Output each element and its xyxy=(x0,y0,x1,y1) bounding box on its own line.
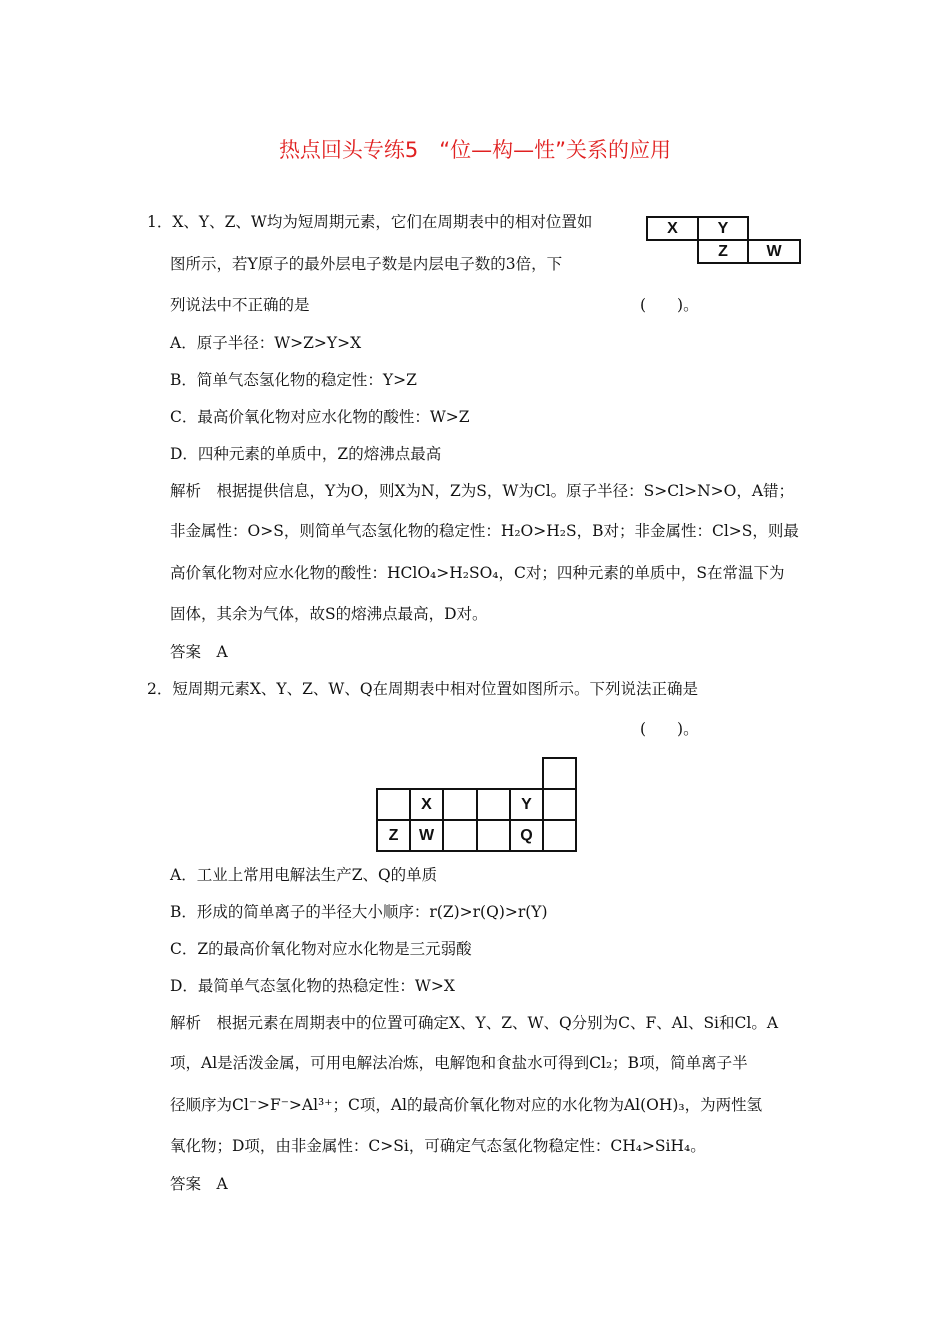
q1-option-c: C．最高价氧化物对应水化物的酸性：W>Z xyxy=(170,408,470,426)
q2-cell-q: Q xyxy=(509,819,544,852)
q2-cell-empty xyxy=(442,819,478,852)
q2-analysis-line1: 解析 根据元素在周期表中的位置可确定X、Y、Z、W、Q分别为C、F、Al、Si和Cl。A xyxy=(170,1014,779,1032)
q2-option-a: A．工业上常用电解法生产Z、Q的单质 xyxy=(170,866,438,884)
q1-stem-line1: 1．X、Y、Z、W均为短周期元素，它们在周期表中的相对位置如 xyxy=(147,213,593,231)
q1-option-d: D．四种元素的单质中，Z的熔沸点最高 xyxy=(170,445,442,463)
q2-cell-empty xyxy=(542,757,577,790)
q1-stem-line2: 图所示，若Y原子的最外层电子数是内层电子数的3倍，下 xyxy=(170,255,563,273)
q2-answer-blank: ( )。 xyxy=(640,720,699,738)
page-title: 热点回头专练5 “位—构—性”关系的应用 xyxy=(278,138,672,162)
q2-option-c: C．Z的最高价氧化物对应水化物是三元弱酸 xyxy=(170,940,472,958)
q1-analysis-line3: 高价氧化物对应水化物的酸性：HClO₄>H₂SO₄，C对；四种元素的单质中，S在常温下为 xyxy=(170,564,785,582)
q1-analysis-line2: 非金属性：O>S，则简单气态氢化物的稳定性：H₂O>H₂S，B对；非金属性：Cl>S，则最 xyxy=(170,522,799,540)
q1-answer: 答案 A xyxy=(170,643,228,661)
q2-cell-empty xyxy=(542,819,577,852)
q1-option-a: A．原子半径：W>Z>Y>X xyxy=(170,334,362,352)
q1-cell-y: Y xyxy=(697,216,749,241)
q2-cell-empty xyxy=(476,819,511,852)
q1-option-b: B．简单气态氢化物的稳定性：Y>Z xyxy=(170,371,417,389)
q2-analysis-line2: 项，Al是活泼金属，可用电解法冶炼，电解饱和食盐水可得到Cl₂；B项，简单离子半 xyxy=(170,1054,748,1072)
q2-option-d: D．最简单气态氢化物的热稳定性：W>X xyxy=(170,977,455,995)
q2-cell-z: Z xyxy=(376,819,411,852)
q1-cell-z: Z xyxy=(697,239,749,264)
q2-analysis-line4: 氧化物；D项，由非金属性：C>Si，可确定气态氢化物稳定性：CH₄>SiH₄。 xyxy=(170,1137,706,1155)
q1-analysis-line4: 固体，其余为气体，故S的熔沸点最高，D对。 xyxy=(170,605,488,623)
q2-cell-w: W xyxy=(409,819,444,852)
q2-cell-x: X xyxy=(409,788,444,821)
q2-cell-empty xyxy=(442,788,478,821)
q1-analysis-line1: 解析 根据提供信息，Y为O，则X为N，Z为S，W为Cl。原子半径：S>Cl>N>O，A错； xyxy=(170,482,795,500)
q2-answer: 答案 A xyxy=(170,1175,228,1193)
q2-cell-y: Y xyxy=(509,788,544,821)
q2-cell-empty xyxy=(542,788,577,821)
q2-cell-empty xyxy=(376,788,411,821)
q2-stem-line1: 2．短周期元素X、Y、Z、W、Q在周期表中相对位置如图所示。下列说法正确是 xyxy=(147,680,699,698)
q2-analysis-line3: 径顺序为Cl⁻>F⁻>Al³⁺；C项，Al的最高价氧化物对应的水化物为Al(OH)₃，为两性氢 xyxy=(170,1096,763,1114)
q1-cell-w: W xyxy=(747,239,801,264)
q2-cell-empty xyxy=(476,788,511,821)
q1-cell-x: X xyxy=(646,216,699,241)
q1-stem-line3: 列说法中不正确的是 xyxy=(170,296,310,314)
q1-answer-blank: ( )。 xyxy=(640,296,699,314)
q2-option-b: B．形成的简单离子的半径大小顺序：r(Z)>r(Q)>r(Y) xyxy=(170,903,548,921)
